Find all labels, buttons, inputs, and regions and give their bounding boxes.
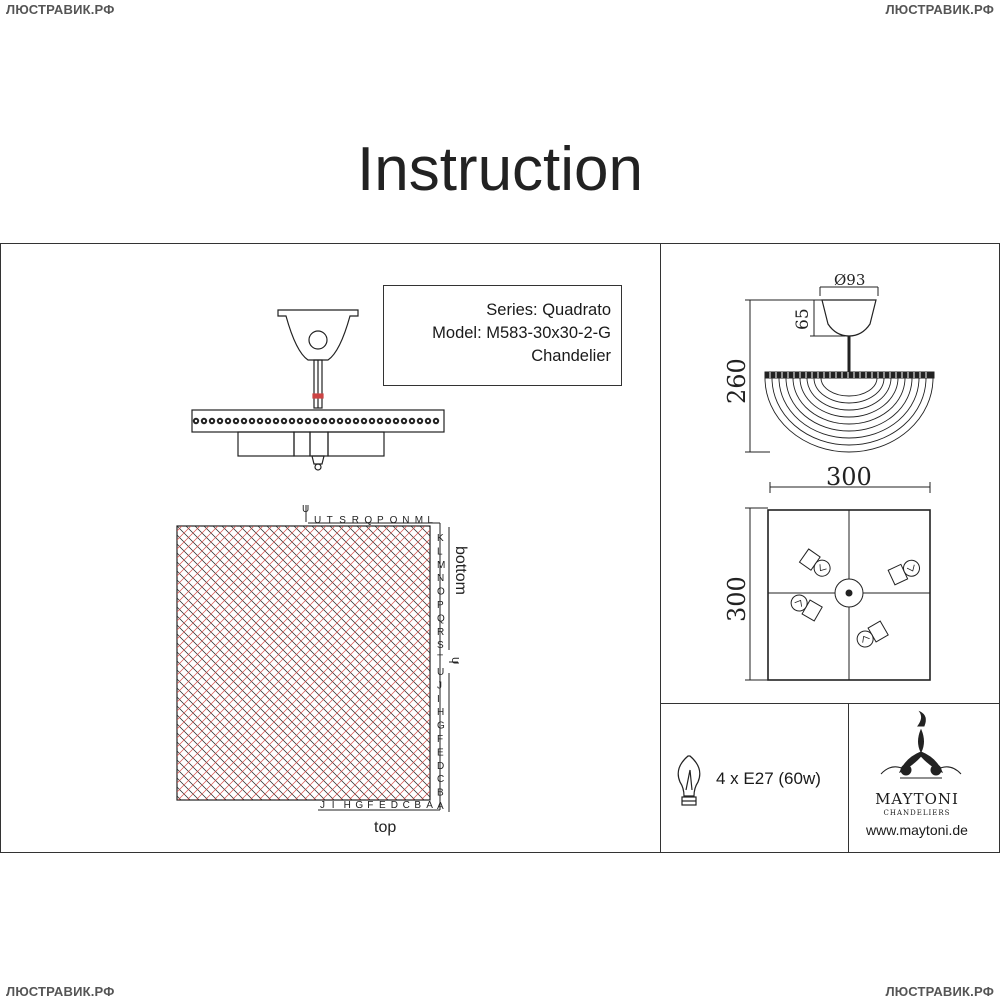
side-label-top: top bbox=[374, 819, 397, 836]
grid-label-right: Q bbox=[437, 613, 445, 625]
grid-label-right: E bbox=[437, 747, 444, 759]
grid-label-bottom: C bbox=[402, 800, 410, 811]
type-label: Chandelier bbox=[531, 347, 611, 365]
grid-label-top: N bbox=[402, 515, 410, 526]
grid-label-right: M bbox=[437, 559, 446, 571]
grid-label-bottom: B bbox=[414, 800, 422, 811]
grid-label-top: Q bbox=[364, 515, 373, 526]
grid-label-top: P bbox=[377, 515, 384, 526]
diameter-label: Ø93 bbox=[834, 271, 866, 289]
grid-label-right: C bbox=[437, 774, 445, 786]
grid-label-right: L bbox=[437, 546, 443, 558]
grid-label-right: A bbox=[437, 801, 444, 812]
marker-right-u: U bbox=[449, 657, 460, 665]
grid-label-right: U bbox=[437, 667, 445, 678]
grid-label-right: S bbox=[437, 640, 444, 652]
grid-label-bottom: A bbox=[426, 800, 433, 811]
lamp-spec: 4 x E27 (60w) bbox=[716, 769, 821, 788]
grid-label-right: N bbox=[437, 573, 445, 585]
grid-label-bottom: F bbox=[367, 800, 374, 811]
total-height-label: 260 bbox=[723, 358, 751, 404]
marker-top-u: U bbox=[302, 504, 310, 515]
crystal-arcs bbox=[765, 372, 933, 452]
grid-label-top: O bbox=[389, 515, 398, 526]
grid-label-bottom: I bbox=[331, 800, 335, 811]
maytoni-logo-ornament bbox=[881, 712, 961, 778]
grid-label-bottom: H bbox=[343, 800, 351, 811]
grid-label-bottom: D bbox=[390, 800, 399, 811]
brand-subtitle: CHANDELIERS bbox=[883, 809, 951, 817]
model-label: Model: M583-30x30-2-G bbox=[432, 324, 611, 342]
grid-label-right: F bbox=[437, 734, 444, 745]
grid-label-bottom: E bbox=[379, 800, 386, 811]
canopy-height-label: 65 bbox=[793, 308, 813, 330]
assembly-square bbox=[0, 505, 973, 812]
series-label: Series: Quadrato bbox=[486, 301, 611, 319]
grid-label-top: T bbox=[326, 515, 333, 526]
grid-label-right: H bbox=[437, 707, 445, 719]
watermark-top-right: ЛЮСТРАВИК.РФ bbox=[885, 2, 994, 17]
width-label: 300 bbox=[826, 463, 872, 491]
grid-label-right: K bbox=[437, 533, 444, 544]
grid-label-right: D bbox=[437, 760, 445, 772]
depth-label: 300 bbox=[723, 576, 751, 622]
top-dimension-view bbox=[745, 508, 930, 680]
grid-label-top: S bbox=[339, 515, 346, 526]
grid-label-right: I bbox=[437, 693, 440, 705]
page-title: Instruction bbox=[356, 135, 644, 204]
watermark-bottom-right: ЛЮСТРАВИК.РФ bbox=[885, 984, 994, 999]
grid-label-bottom: G bbox=[355, 800, 364, 811]
brand-name: MAYTONI bbox=[875, 790, 959, 808]
grid-label-bottom: J bbox=[320, 800, 325, 811]
chandelier-side-view bbox=[192, 310, 444, 470]
side-label-bottom: bottom bbox=[452, 546, 469, 595]
watermark-bottom-left: ЛЮСТРАВИК.РФ bbox=[6, 984, 115, 999]
watermark-top-left: ЛЮСТРАВИК.РФ bbox=[6, 2, 115, 17]
grid-label-top: R bbox=[351, 515, 360, 526]
grid-label-right: B bbox=[437, 787, 444, 799]
grid-label-right: P bbox=[437, 600, 444, 611]
brand-url: www.maytoni.de bbox=[866, 822, 968, 838]
grid-label-right: T bbox=[437, 653, 444, 665]
grid-label-right: G bbox=[437, 720, 445, 732]
grid-label-right: R bbox=[437, 626, 445, 638]
grid-label-top: U bbox=[314, 515, 322, 526]
grid-label-top: M bbox=[414, 515, 424, 526]
chandelier-band-pattern bbox=[193, 418, 439, 424]
grid-label-top: L bbox=[427, 515, 433, 526]
grid-label-right: O bbox=[437, 586, 445, 598]
grid-label-right: J bbox=[437, 680, 442, 692]
bulb-icon bbox=[678, 756, 700, 805]
